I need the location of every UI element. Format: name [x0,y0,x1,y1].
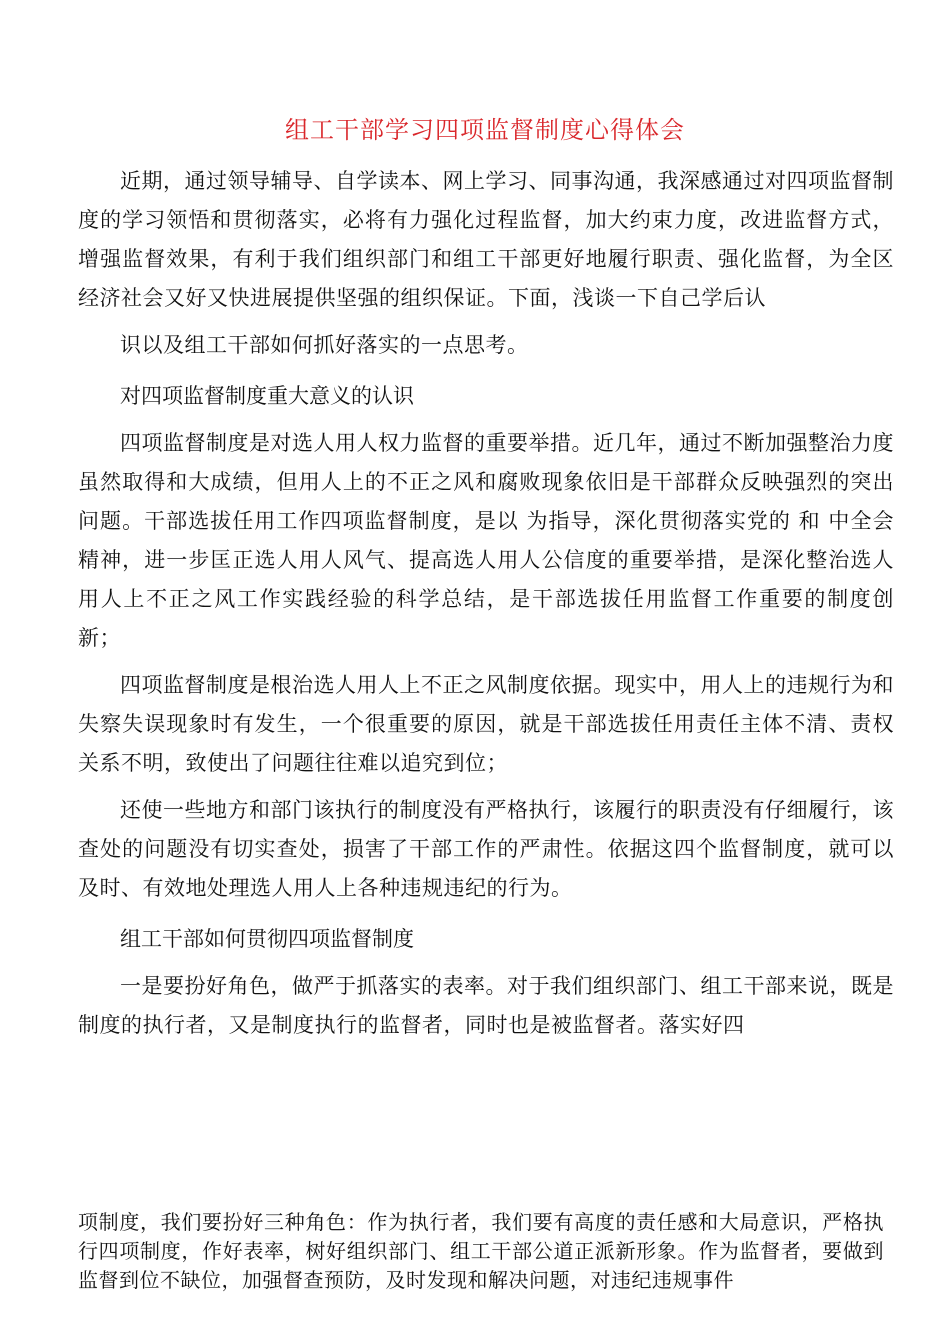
document-body [78,162,894,1045]
paragraph-significance-2: 四项监督制度是根治选人用人上不正之风制度依据。现实中，用人上的违规行为和失察失误现象时有发生，一个很重要的原因，就是干部选拔任用责任主体不清、责权关系不明，致使出了问题往往难以追究到位； [78,673,894,775]
document-title: 组工干部学习四项监督制度心得体会 [285,116,685,144]
page-continuation [78,1208,884,1295]
paragraph-continuation: 项制度，我们要扮好三种角色：作为执行者，我们要有高度的责任感和大局意识，严格执行四项制度，作好表率，树好组织部门、组工干部公道正派新形象。作为监督者，要做到监督到位不缺位，加强督查预防，及时发现和解决问题，对违纪违规事件 [78,1210,884,1292]
paragraph-intro: 近期，通过领导辅导、自学读本、网上学习、同事沟通，我深感通过对四项监督制度的学习领悟和贯彻落实，必将有力强化过程监督，加大约束力度，改进监督方式，增强监督效果，有利于我们组织部门和组工干部更好地履行职责、强化监督，为全区经济社会又好又快进展提供坚强的组织保证。下面，浅谈一下自己学后认 [78,169,894,310]
section-heading-implementation: 组工干部如何贯彻四项监督制度 [120,927,414,951]
paragraph-significance-1: 四项监督制度是对选人用人权力监督的重要举措。近几年，通过不断加强整治力度虽然取得和大成绩，但用人上的不正之风和腐败现象依旧是干部群众反映强烈的突出问题。干部选拔任用工作四项监督制度，是以 为指导，深化贯彻落实党的 和 中全会精神，进一步匡正选人用人风气、提高选人用人公信度的重要举措，是深化整治选人用人上不正之风工作实践经验的科学总结，是干部选拔任用监督工作重要的制度创新； [78,431,894,650]
paragraph-implementation-1: 一是要扮好角色，做严于抓落实的表率。对于我们组织部门、组工干部来说，既是制度的执行者，又是制度执行的监督者，同时也是被监督者。落实好四 [78,974,894,1037]
paragraph-significance-3: 还使一些地方和部门该执行的制度没有严格执行，该履行的职责没有仔细履行，该查处的问题没有切实查处，损害了干部工作的严肃性。依据这四个监督制度，就可以及时、有效地处理选人用人上各种违规违纪的行为。 [78,798,894,900]
paragraph-intro-continued: 识以及组工干部如何抓好落实的一点思考。 [120,333,529,357]
section-heading-significance: 对四项监督制度重大意义的认识 [120,384,414,408]
